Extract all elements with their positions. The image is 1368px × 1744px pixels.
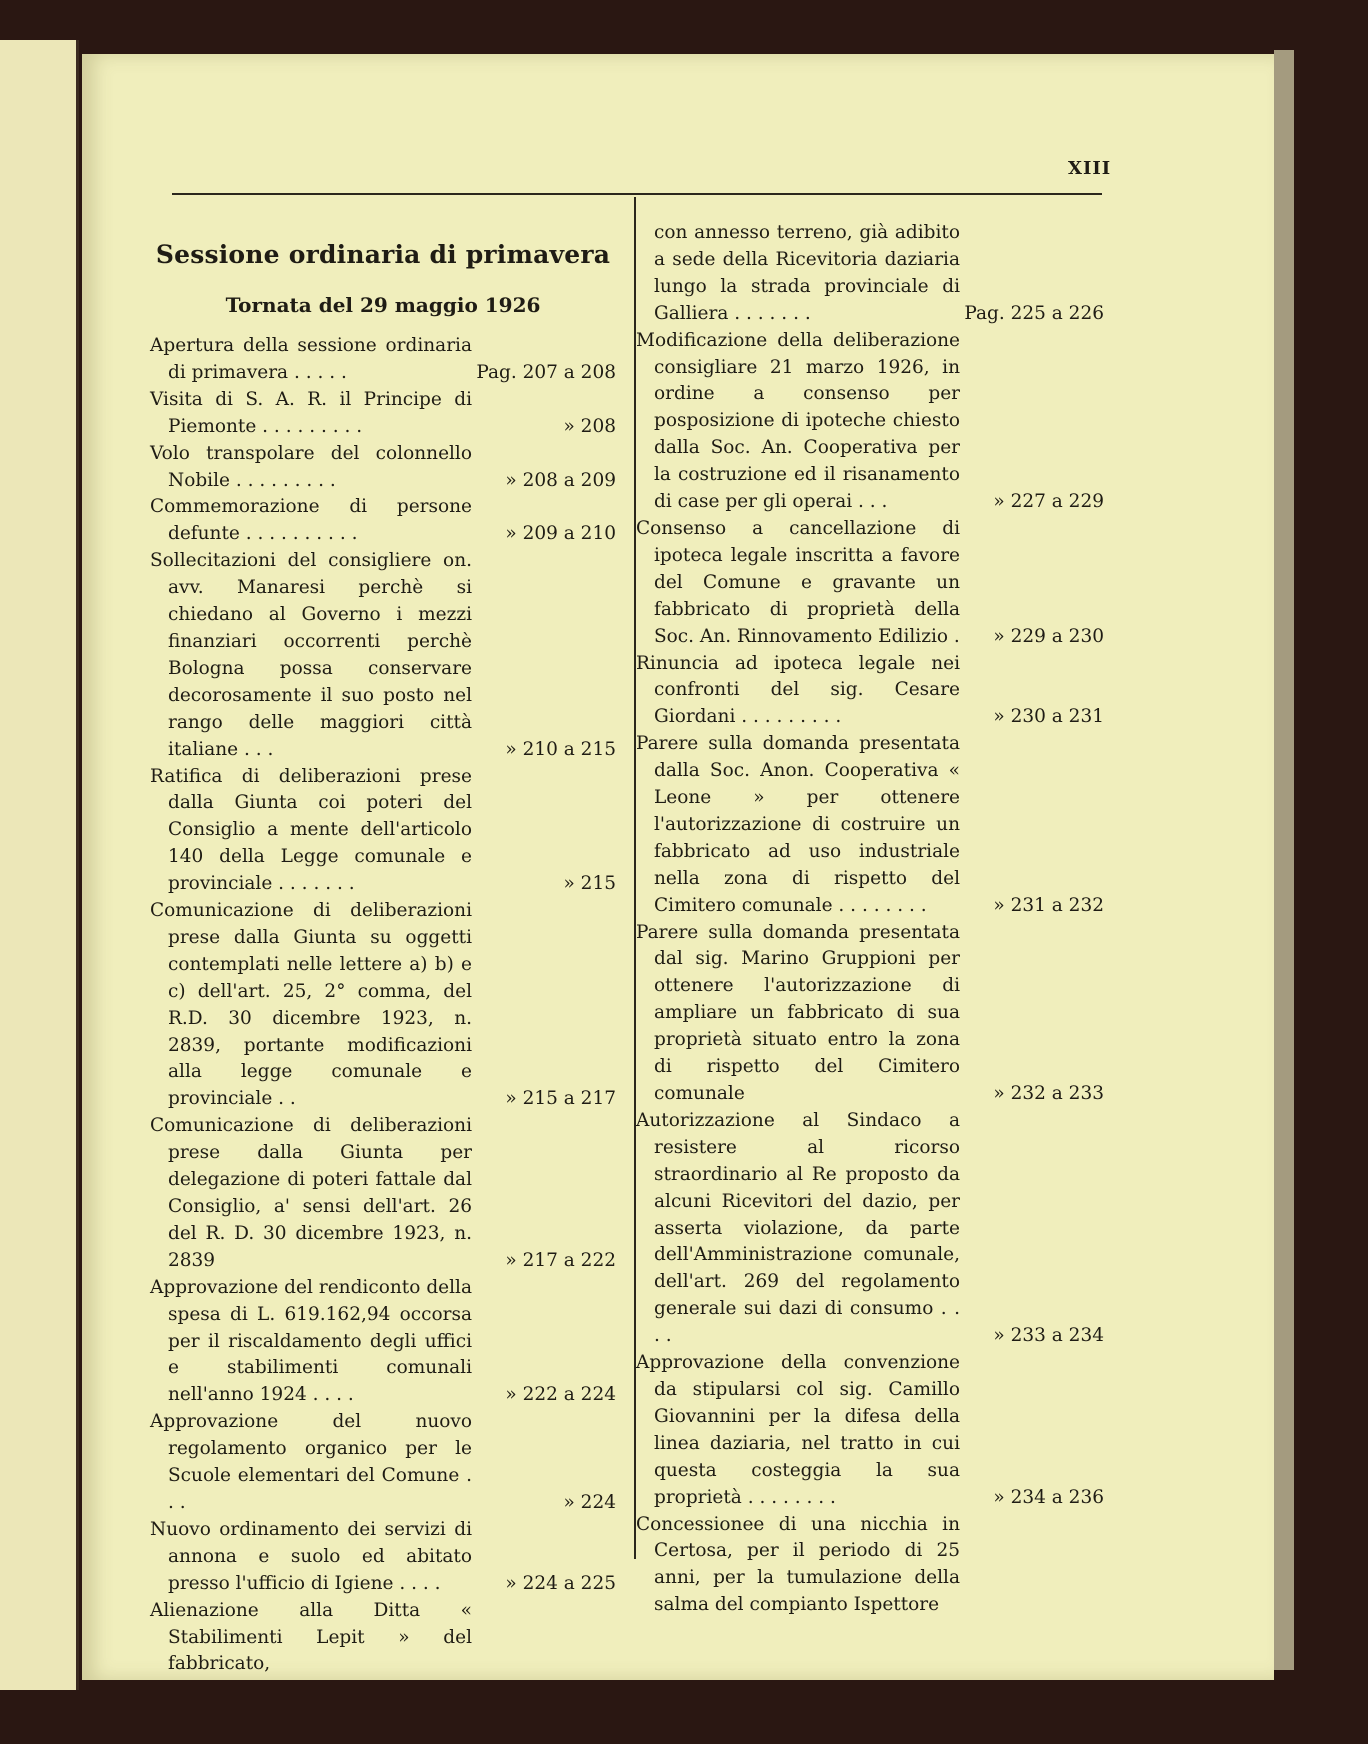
right-page-edge bbox=[1274, 50, 1294, 1670]
session-subtitle: Tornata del 29 maggio 1926 bbox=[225, 293, 541, 317]
entry-page-ref: » 224 bbox=[563, 1491, 616, 1513]
left-entry-list bbox=[150, 333, 616, 1678]
entry-text: Parere sulla domanda presentata dalla Soc. Anon. Cooperativa « Leone » per ottenere l'autorizzazione di costruire un fabbricato ad uso industriale nella zona di rispetto del Cimitero comunale . . . . . . . . bbox=[636, 733, 960, 916]
entry-page-ref: Pag. 225 a 226 bbox=[964, 302, 1104, 324]
entry-text: Modificazione della deliberazione consigliare 21 marzo 1926, in ordine a consenso per posposizione di ipoteche chiesto dalla Soc. An. Cooperativa per la costruzione ed il risanamento di case per gli operai . . . bbox=[636, 329, 960, 513]
entry-text: Commemorazione di persone defunte . . . . . . . . . . bbox=[150, 496, 472, 545]
entry-page-ref: » 227 a 229 bbox=[993, 491, 1104, 513]
index-entry bbox=[150, 548, 616, 763]
entry-text: Alienazione alla Ditta « Stabilimenti Lepit » del fabbricato, bbox=[150, 1599, 472, 1675]
entry-page-ref: » 232 a 233 bbox=[993, 1083, 1104, 1104]
entry-text: Volo transpolare del colonnello Nobile . . . . . . . . . bbox=[150, 442, 472, 491]
entry-page-ref: » 215 bbox=[563, 873, 616, 895]
entry-text: Consenso a cancellazione di ipoteca legale inscritta a favore del Comune e gravante un fabbricato di proprietà della Soc. An. Rinnovamento Edilizio . bbox=[636, 517, 960, 647]
right-column bbox=[636, 220, 1104, 1619]
entry-text: Visita di S. A. R. il Principe di Piemonte . . . . . . . . . bbox=[150, 388, 472, 437]
left-page-edge bbox=[0, 40, 79, 1690]
index-entry bbox=[150, 1517, 616, 1598]
index-entry bbox=[150, 1409, 616, 1517]
entry-text: Concessionee di una nicchia in Certosa, per il periodo di 25 anni, per la tumulazione della salma del compianto Ispettore bbox=[636, 1513, 960, 1616]
entry-text: Comunicazione di deliberazioni prese dalla Giunta su oggetti contemplati nelle lettere a) b) e c) dell'art. 25, 2° comma, del R.D. 30 dicembre 1923, n. 2839, portante modificazioni alla legge comunale e provinciale . . bbox=[150, 900, 472, 1110]
entry-page-ref: Pag. 207 a 208 bbox=[476, 361, 616, 383]
entry-text: Ratifica di deliberazioni prese dalla Giunta coi poteri del Consiglio a mente dell'articolo 140 della Legge comunale e provinciale . . . . . . . bbox=[150, 765, 472, 895]
entry-text: Nuovo ordinamento dei servizi di annona e suolo ed abitato presso l'ufficio di Igiene . . . . bbox=[150, 1518, 472, 1594]
entry-text: Sollecitazioni del consigliere on. avv. Manaresi perchè si chiedano al Governo i mezzi finanziari occorrenti perchè Bologna possa conservare decorosamente il suo posto nel rango delle maggiori città italiane . . . bbox=[150, 550, 472, 760]
index-entry bbox=[636, 651, 1104, 732]
page-number: XIII bbox=[1068, 158, 1112, 179]
index-entry bbox=[636, 1350, 1104, 1511]
index-entry bbox=[636, 328, 1104, 516]
index-entry bbox=[636, 920, 1104, 1108]
index-entry bbox=[636, 731, 1104, 919]
index-entry bbox=[636, 1512, 1104, 1620]
index-entry bbox=[150, 1113, 616, 1274]
entry-page-ref: » 233 a 234 bbox=[993, 1325, 1104, 1347]
index-entry bbox=[150, 898, 616, 1113]
index-entry bbox=[150, 1275, 616, 1410]
entry-text: Approvazione del rendiconto della spesa di L. 619.162,94 occorsa per il riscaldamento degli uffici e stabilimenti comunali nell'anno 1924 . . . . bbox=[150, 1276, 472, 1406]
entry-text: Rinuncia ad ipoteca legale nei confronti del sig. Cesare Giordani . . . . . . . . . bbox=[636, 652, 960, 728]
index-entry bbox=[150, 441, 616, 495]
left-column bbox=[150, 232, 616, 1678]
entry-text: Approvazione della convenzione da stipularsi col sig. Camillo Giovannini per la difesa della linea daziaria, nel tratto in cui questa costeggia la sua proprietà . . . . . . . . bbox=[636, 1352, 960, 1508]
entry-page-ref: » 217 a 222 bbox=[505, 1249, 616, 1271]
index-entry bbox=[150, 1598, 616, 1679]
entry-text: con annesso terreno, già adibito a sede della Ricevitoria daziaria lungo la strada provinciale di Galliera . . . . . . . bbox=[654, 222, 960, 324]
entry-page-ref: » 229 a 230 bbox=[993, 625, 1104, 647]
continued-entry bbox=[636, 220, 1104, 328]
entry-page-ref: » 230 a 231 bbox=[993, 706, 1104, 728]
section-title: Sessione ordinaria di primavera bbox=[155, 240, 611, 269]
entry-page-ref: » 210 a 215 bbox=[505, 738, 616, 760]
entry-text: Approvazione del nuovo regolamento organico per le Scuole elementari del Comune . . . bbox=[150, 1411, 472, 1513]
index-entry bbox=[636, 1108, 1104, 1350]
entry-text: Comunicazione di deliberazioni prese dalla Giunta per delegazione di poteri fattale dal Consiglio, a' sensi dell'art. 26 del R. D. 30 dicembre 1923, n. 2839 bbox=[150, 1115, 472, 1271]
entry-page-ref: » 231 a 232 bbox=[993, 894, 1104, 916]
entry-page-ref: » 222 a 224 bbox=[505, 1384, 616, 1406]
index-entry bbox=[150, 333, 616, 387]
entry-page-ref: » 209 a 210 bbox=[505, 523, 616, 545]
entry-text: Apertura della sessione ordinaria di primavera . . . . . bbox=[150, 335, 472, 383]
index-entry bbox=[150, 494, 616, 548]
entry-page-ref: » 208 a 209 bbox=[505, 469, 616, 491]
index-entry bbox=[636, 516, 1104, 651]
entry-page-ref: » 208 bbox=[563, 415, 616, 437]
entry-page-ref: » 234 a 236 bbox=[993, 1486, 1104, 1508]
right-entry-list bbox=[636, 328, 1104, 1620]
entry-page-ref: » 224 a 225 bbox=[505, 1572, 616, 1594]
index-entry bbox=[150, 764, 616, 899]
entry-page-ref: » 215 a 217 bbox=[505, 1088, 616, 1110]
header-rule bbox=[172, 193, 1102, 195]
entry-text: Autorizzazione al Sindaco a resistere al ricorso straordinario al Re proposto da alcuni Ricevitori del dazio, per asserta violazione, da parte dell'Amministrazione comunale, dell'art. 269 del regolamento generale sui dazi di consumo . . . . bbox=[636, 1109, 960, 1347]
index-entry bbox=[150, 387, 616, 441]
entry-text: Parere sulla domanda presentata dal sig. Marino Gruppioni per ottenere l'autorizzazione di ampliare un fabbricato di sua proprietà situato entro la zona di rispetto del Cimitero comunale bbox=[636, 921, 960, 1104]
